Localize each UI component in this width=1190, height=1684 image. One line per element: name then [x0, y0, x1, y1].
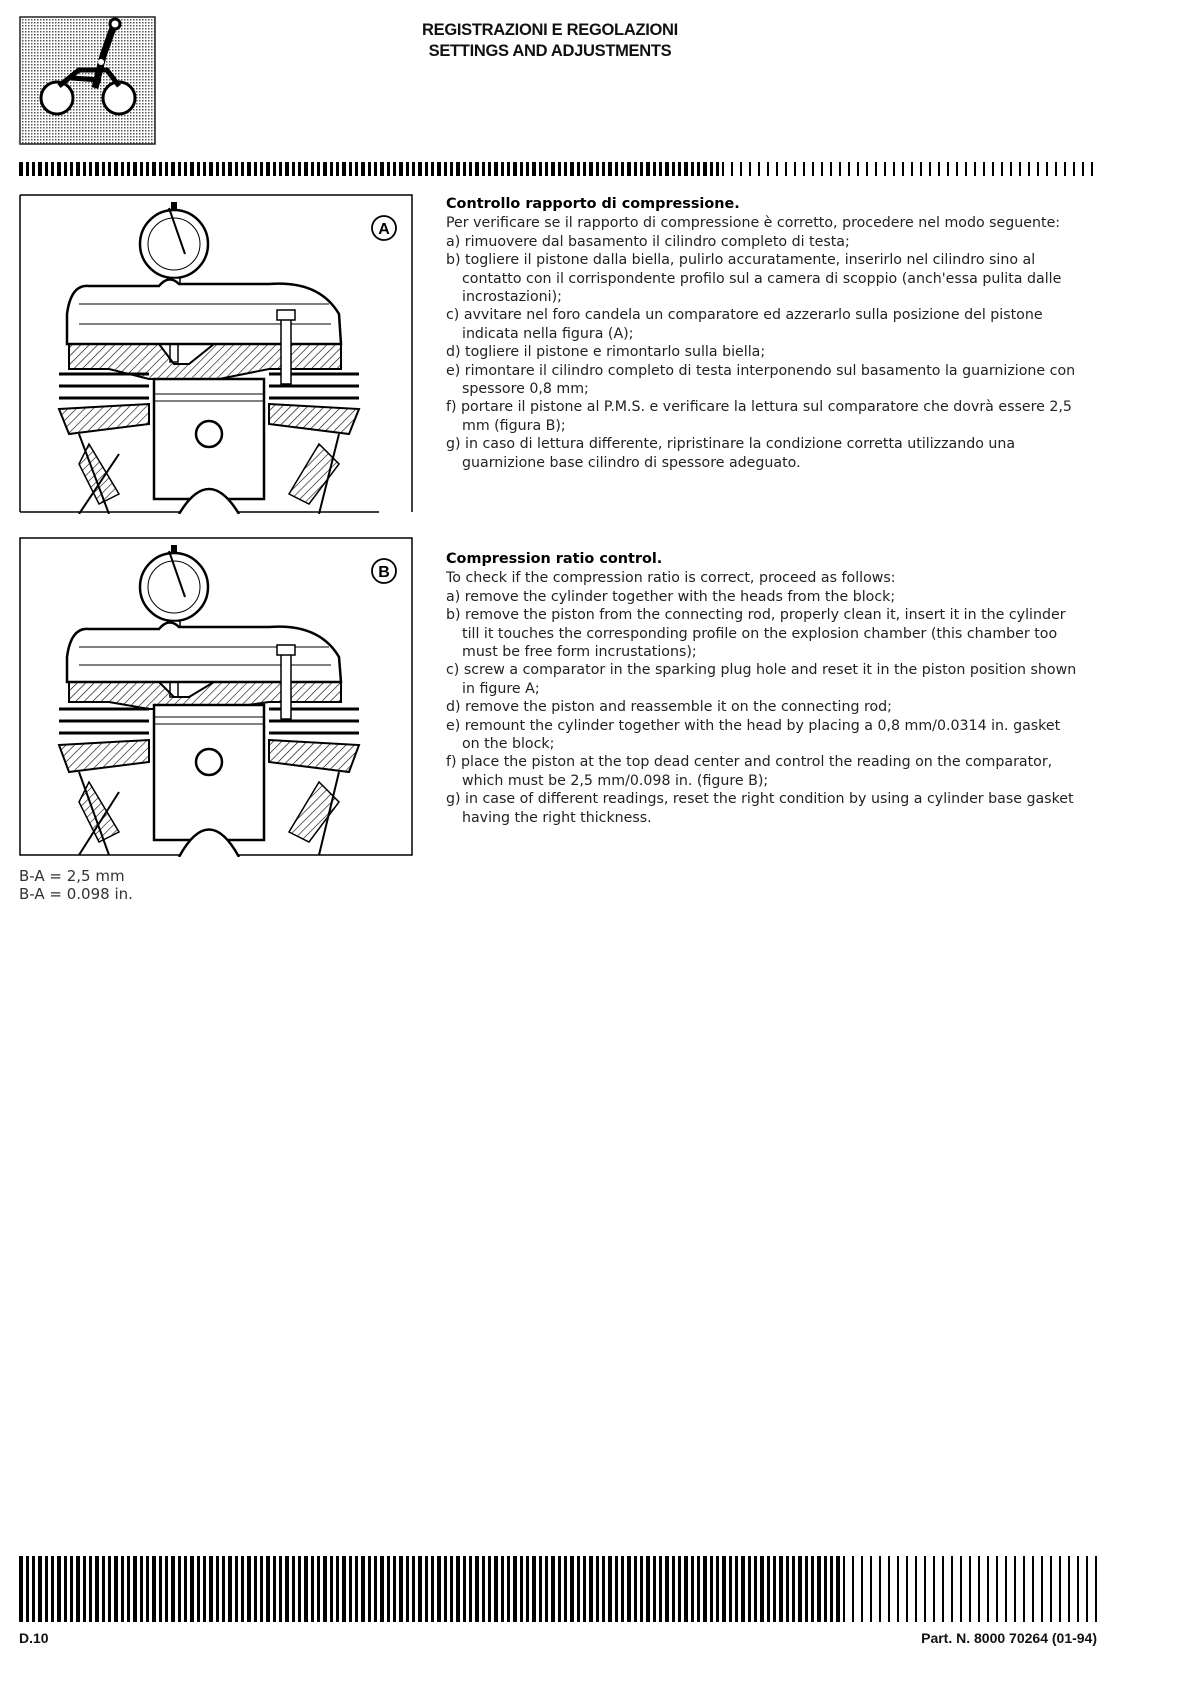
section-english [446, 550, 1078, 827]
figure-b-diagram [19, 537, 414, 857]
section-intro-en: To check if the compression ratio is correct, proceed as follows: [446, 570, 896, 587]
section-title-it: Controllo rapporto di compressione. [446, 196, 740, 212]
step-e-en: e) remount the cylinder together with the head by placing a 0,8 mm/0.0314 in. gasket on the block; [446, 717, 1061, 753]
figure-caption [19, 867, 133, 903]
step-b-it: b) togliere il pistone dalla biella, pulirlo accuratamente, inserirlo nel cilindro sino al contatto con il corrispondente profilo sul a camera di scoppio (anch'essa pulita dalle incrostazioni); [446, 252, 1062, 306]
step-a-en: a) remove the cylinder together with the heads from the block; [446, 588, 896, 605]
section-title-en: Compression ratio control. [446, 551, 663, 567]
step-c-it: c) avvitare nel foro candela un comparatore ed azzerarlo sulla posizione del pistone indicata nella figura (A); [446, 307, 1043, 342]
step-c-en: c) screw a comparator in the sparking plug hole and reset it in the piston position shown in figure A; [446, 662, 1077, 697]
figure-a-diagram [19, 194, 414, 514]
step-d-it: d) togliere il pistone e rimontarlo sulla biella; [446, 344, 766, 361]
step-f-it: f) portare il pistone al P.M.S. e verificare la lettura sul comparatore che dovrà essere 2,5 mm (figura B); [446, 399, 1072, 434]
step-b-en: b) remove the piston from the connecting rod, properly clean it, insert it in the cylinder till it touches the corresponding profile on the explosion chamber (this chamber too must be free form incrustations); [446, 607, 1066, 661]
step-d-en: d) remove the piston and reassemble it on the connecting rod; [446, 699, 892, 716]
step-g-en: g) in case of different readings, reset the right condition by using a cylinder base gasket having the right thickness. [446, 791, 1074, 826]
page-title-en: SETTINGS AND ADJUSTMENTS [428, 42, 672, 60]
step-e-it: e) rimontare il cilindro completo di testa interponendo sul basamento la guarnizione con spessore 0,8 mm; [446, 362, 1076, 398]
step-a-it: a) rimuovere dal basamento il cilindro completo di testa; [446, 233, 850, 250]
caption-mm: B-A = 2,5 mm [19, 867, 125, 885]
motorcycle-wrench-icon [19, 16, 156, 145]
part-number: Part. N. 8000 70264 (01-94) [921, 1630, 1097, 1646]
top-bar-strip [19, 162, 1099, 176]
section-italian [446, 195, 1078, 472]
section-intro-it: Per verificare se il rapporto di compressione è corretto, procedere nel modo seguente: [446, 215, 1061, 232]
caption-in: B-A = 0.098 in. [19, 885, 133, 903]
step-g-it: g) in caso di lettura differente, ripristinare la condizione corretta utilizzando una guarnizione base cilindro di spessore adeguato. [446, 436, 1016, 471]
figure-a-label: A [378, 221, 390, 238]
figure-b-label: B [378, 564, 390, 581]
step-f-en: f) place the piston at the top dead center and control the reading on the comparator, which must be 2,5 mm/0.098 in. (figure B); [446, 754, 1053, 789]
page-number: D.10 [19, 1630, 49, 1646]
page-title-it: REGISTRAZIONI E REGOLAZIONI [422, 21, 678, 39]
bottom-bar-strip [19, 1556, 1099, 1622]
